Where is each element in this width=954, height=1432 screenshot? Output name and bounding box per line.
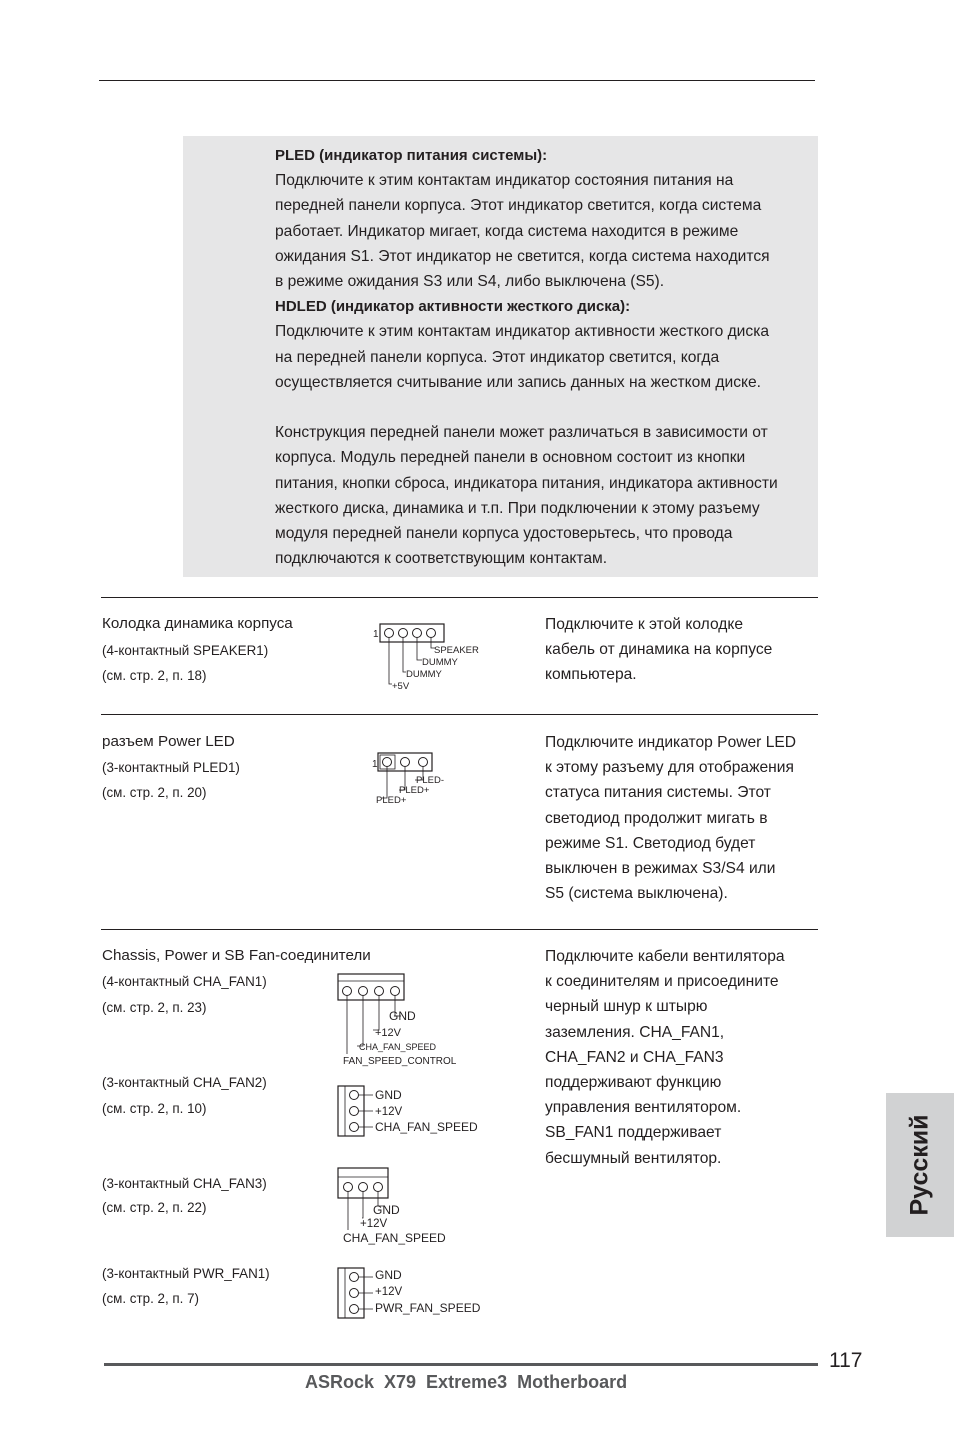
fans-desc-line: CHA_FAN2 и CHA_FAN3 (545, 1048, 724, 1066)
pled-plus-label: PLED+ (376, 795, 407, 806)
fans-desc-line: черный шнур к штырю (545, 998, 708, 1016)
plus12v-label: +12V (360, 1218, 388, 1230)
panel-line: подключаются к соответствующим контактам. (275, 550, 608, 568)
hdled-line: на передней панели корпуса. Этот индикатор светится, когда (275, 348, 720, 366)
speaker-title: Колодка динамика корпуса (102, 615, 293, 632)
pled-desc-line: статуса питания системы. Этот (545, 784, 771, 802)
pled-desc-line: к этому разъему для отображения (545, 759, 794, 777)
panel-line: модуля передней панели корпуса удостоверьтесь, что провода (275, 525, 733, 543)
speaker-connector-diagram (370, 620, 490, 692)
speaker-desc-line: кабель от динамика на корпусе (545, 641, 773, 659)
panel-line: корпуса. Модуль передней панели в основном состоит из кнопки (275, 449, 746, 467)
front-panel-info-text (275, 143, 820, 571)
cha-fan-speed-label: CHA_FAN_SPEED (359, 1042, 437, 1052)
plus5v-pin-label: +5V (392, 681, 410, 692)
pled-line: Подключите к этим контактам индикатор состояния питания на (275, 172, 734, 190)
pwr-fan1-page-ref: (см. стр. 2, п. 7) (102, 1291, 200, 1306)
pled-desc-line: режиме S1. Светодиод будет (545, 834, 756, 852)
pin (427, 629, 436, 638)
cha-fan2-detail: (3-контактный CHA_FAN2) (102, 1075, 267, 1090)
pled-detail: (3-контактный PLED1) (102, 760, 240, 775)
speaker-page-ref: (см. стр. 2, п. 18) (102, 668, 207, 683)
pin (343, 987, 352, 996)
pled-desc-line: S5 (система выключена). (545, 885, 728, 903)
panel-line: Конструкция передней панели может различаться в зависимости от (275, 424, 768, 442)
pin (359, 987, 368, 996)
pin (350, 1289, 359, 1298)
fans-desc-line: управления вентилятором. (545, 1099, 742, 1117)
pled-desc-line: светодиод продолжит мигать в (545, 809, 768, 827)
pin (374, 1183, 383, 1192)
pin (375, 987, 384, 996)
fans-desc-line: к соединителям и присоедините (545, 973, 779, 991)
language-tab-label: Русский (905, 1114, 934, 1216)
speaker-pin-label: SPEAKER (434, 645, 479, 656)
pin (401, 758, 410, 767)
pin (383, 758, 392, 767)
pin (350, 1123, 359, 1132)
pin (359, 1183, 368, 1192)
top-rule (99, 80, 815, 81)
fan-speed-control-label: FAN_SPEED_CONTROL (343, 1056, 457, 1067)
pwr-fan1-detail: (3-контактный PWR_FAN1) (102, 1266, 270, 1281)
pled-line: передней панели корпуса. Этот индикатор светится, когда система (275, 197, 762, 215)
pwr-fan-speed-label: PWR_FAN_SPEED (375, 1301, 481, 1315)
footer-title: ASRock X79 Extreme3 Motherboard (305, 1372, 628, 1392)
cha-fan-speed-label: CHA_FAN_SPEED (375, 1120, 478, 1134)
footer-rule (104, 1363, 818, 1366)
pin1-label: 1 (373, 629, 379, 640)
pled-page-ref: (см. стр. 2, п. 20) (102, 785, 207, 800)
dummy-pin-label: DUMMY (422, 657, 458, 668)
hdled-line: Подключите к этим контактам индикатор активности жесткого диска (275, 323, 770, 341)
fans-desc-line: поддерживают функцию (545, 1074, 722, 1092)
pin (350, 1091, 359, 1100)
section-divider (101, 929, 818, 930)
pled-plus-label: PLED+ (399, 785, 430, 796)
cha-fan1-connector-diagram (335, 970, 465, 1070)
pin (350, 1273, 359, 1282)
fans-description (545, 944, 825, 1171)
plus12v-label: +12V (375, 1106, 403, 1118)
pled-desc-line: Подключите индикатор Power LED (545, 734, 797, 751)
hdled-heading: HDLED (индикатор активности жесткого диска): (275, 298, 631, 316)
speaker-desc-line: компьютера. (545, 666, 637, 684)
pin (350, 1305, 359, 1314)
cha-fan1-detail: (4-контактный CHA_FAN1) (102, 974, 267, 989)
pled-minus-label: PLED- (416, 775, 444, 786)
pin (419, 758, 428, 767)
pled-title: разъем Power LED (102, 733, 235, 750)
pwr-fan1-connector-diagram (335, 1264, 495, 1322)
pin (391, 987, 400, 996)
pin1-label: 1 (372, 759, 378, 770)
pin (350, 1107, 359, 1116)
language-tab (886, 1093, 954, 1237)
pin (344, 1183, 353, 1192)
cha-fan2-connector-diagram (335, 1082, 495, 1140)
speaker-desc-line: Подключите к этой колодке (545, 616, 744, 633)
pled-line: в режиме ожидания S3 или S4, либо выключена (S5). (275, 273, 665, 291)
panel-line: жесткого диска, динамика и т.п. При подключении к этому разъему (275, 499, 760, 517)
gnd-label: GND (375, 1088, 402, 1102)
cha-fan1-page-ref: (см. стр. 2, п. 23) (102, 1000, 207, 1015)
cha-fan3-page-ref: (см. стр. 2, п. 22) (102, 1200, 207, 1215)
pled-description (545, 730, 825, 906)
pled-heading: PLED (индикатор питания системы): (275, 147, 548, 164)
fans-title: Chassis, Power и SB Fan-соединители (102, 947, 371, 964)
pled-line: работает. Индикатор мигает, когда система находится в режиме (275, 222, 739, 240)
page-number: 117 (829, 1349, 863, 1372)
panel-line: питания, кнопки сброса, индикатора питания, индикатора активности (275, 474, 778, 492)
section-divider (101, 714, 818, 715)
speaker-detail: (4-контактный SPEAKER1) (102, 643, 269, 658)
fans-desc-line: Подключите кабели вентилятора (545, 948, 785, 965)
pin (385, 629, 394, 638)
cha-fan3-detail: (3-контактный CHA_FAN3) (102, 1176, 267, 1191)
cha-fan3-connector-diagram (335, 1164, 465, 1246)
section-divider (101, 597, 818, 598)
fans-desc-line: SB_FAN1 поддерживает (545, 1124, 722, 1142)
plus12v-label: +12V (375, 1027, 401, 1039)
pin (413, 629, 422, 638)
pin (399, 629, 408, 638)
gnd-label: GND (375, 1268, 402, 1282)
cha-fan2-page-ref: (см. стр. 2, п. 10) (102, 1101, 207, 1116)
plus12v-label: +12V (375, 1286, 403, 1298)
pled-line: ожидания S1. Этот индикатор не светится, когда система находится (275, 247, 770, 265)
fans-desc-line: заземления. CHA_FAN1, (545, 1023, 725, 1041)
speaker-description (545, 612, 825, 688)
fans-desc-line: бесшумный вентилятор. (545, 1149, 722, 1167)
pled-desc-line: выключен в режимах S3/S4 или (545, 860, 776, 878)
pled-connector-diagram (370, 748, 460, 806)
cha-fan-speed-label: CHA_FAN_SPEED (343, 1231, 446, 1245)
hdled-line: осуществляется считывание или запись данных на жестком диске. (275, 373, 762, 391)
dummy-pin-label: DUMMY (406, 669, 442, 680)
gnd-label: GND (373, 1203, 400, 1217)
gnd-label: GND (389, 1009, 416, 1023)
